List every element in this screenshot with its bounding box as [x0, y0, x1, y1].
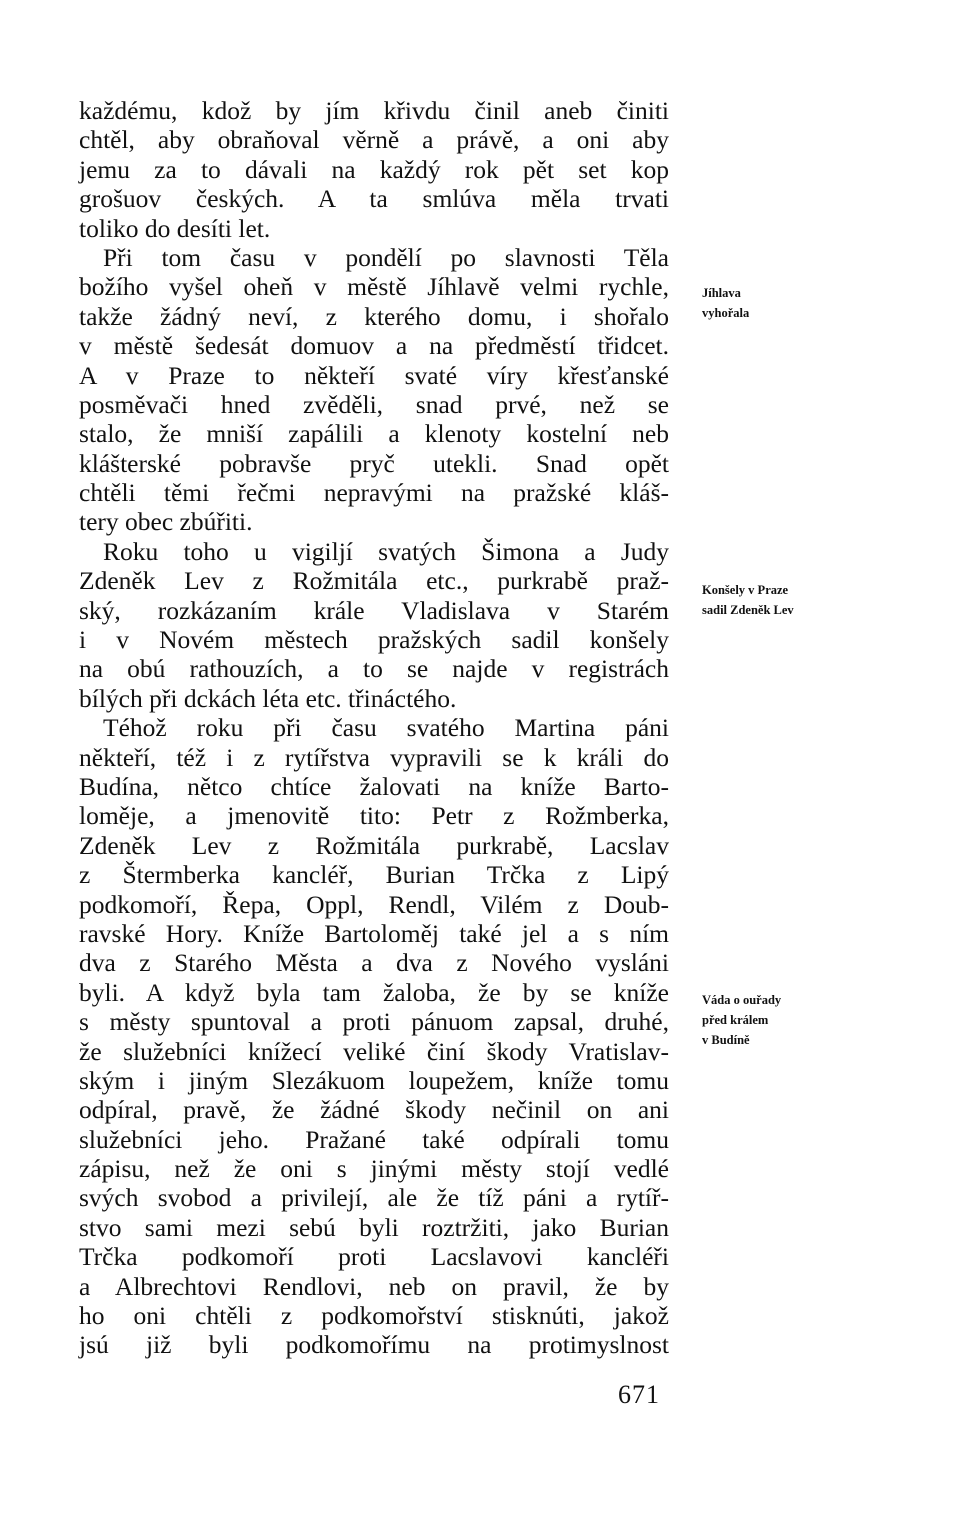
- text-line: služebníci jeho. Pražané také odpírali tomu: [79, 1124, 669, 1154]
- text-line: bílých při dckách léta etc. třináctého.: [79, 683, 457, 713]
- text-line: chtěli těmi řečmi nepravými na pražské kláš-: [79, 478, 669, 508]
- text-line: ravské Hory. Kníže Bartoloměj také jel a s ním: [79, 918, 669, 948]
- text-line: tery obec zbúřiti.: [79, 507, 253, 537]
- text-line: božího vyšel oheň v městě Jíhlavě velmi rychle,: [79, 272, 669, 302]
- text-line: stvo sami mezi sebú byli roztržiti, jako Burian: [79, 1212, 669, 1242]
- text-line: A v Praze to někteří svaté víry křesťanské: [79, 360, 669, 390]
- margin-note-line: Váda o ouřady: [702, 993, 782, 1007]
- text-line: podkomoří, Řepa, Oppl, Rendl, Vilém z Doub-: [79, 889, 669, 919]
- text-line: dva z Starého Města a dva z Nového vysláni: [79, 948, 669, 978]
- margin-note-line: v Budíně: [702, 1033, 750, 1047]
- text-line: zápisu, než že oni s jinými městy stojí vedlé: [79, 1154, 669, 1184]
- margin-note-line: Jíhlava: [702, 286, 741, 300]
- text-line: ho oni chtěli z podkomořství stisknúti, jakož: [79, 1301, 669, 1331]
- text-line: Roku toho u vigiljí svatých Šimona a Judy: [103, 536, 669, 566]
- margin-note-line: vyhořala: [702, 306, 750, 320]
- text-line: jsú již byli podkomořímu na protimyslnost: [79, 1330, 669, 1360]
- text-line: svých svobod a privilejí, ale že tíž páni a rytíř-: [79, 1183, 669, 1213]
- text-line: toliko do desíti let.: [79, 213, 271, 243]
- margin-note-konsely: [702, 580, 862, 620]
- body-text: [79, 96, 669, 1360]
- text-line: Trčka podkomoří proti Lacslavovi kancléři: [79, 1242, 669, 1272]
- text-line: i v Novém městech pražských sadil konšely: [79, 625, 669, 655]
- margin-note-vada: [702, 990, 862, 1050]
- text-line: a Albrechtovi Rendlovi, neb on pravil, že by: [79, 1271, 669, 1301]
- text-line: byli. A když byla tam žaloba, že by se kníže: [79, 977, 669, 1007]
- text-line: posměvači hned zvěděli, snad prvé, než se: [79, 389, 669, 419]
- text-line: chtěl, aby obraňoval věrně a právě, a oni aby: [79, 125, 669, 155]
- margin-note-jihlava: [702, 283, 862, 323]
- page-number: 671: [618, 1380, 660, 1409]
- text-line: ským i jiným Slezákuom loupežem, kníže tomu: [79, 1065, 669, 1095]
- text-line: Zdeněk Lev z Rožmitála etc., purkrabě praž-: [79, 566, 669, 596]
- text-line: klášterské pobravše pryč utekli. Snad opět: [79, 448, 669, 478]
- margin-note-line: sadil Zdeněk Lev: [702, 603, 794, 617]
- text-line: odpíral, pravě, že žádné škody nečinil on ani: [79, 1095, 669, 1125]
- text-line: Budína, nětco chtíce žalovati na kníže Barto-: [79, 771, 669, 801]
- text-line: Při tom času v pondělí po slavnosti Těla: [103, 242, 669, 272]
- text-line: grošuov českých. A ta smlúva měla trvati: [79, 184, 669, 214]
- text-line: loměje, a jmenovitě tito: Petr z Rožmberka,: [79, 801, 669, 831]
- margin-note-line: Konšely v Praze: [702, 583, 789, 597]
- text-line: takže žádný neví, z kterého domu, i shořalo: [79, 301, 669, 331]
- text-line: jemu za to dávali na každý rok pět set kop: [79, 154, 669, 184]
- text-line: v městě šedesát domuov a na předměstí třidcet.: [79, 331, 669, 361]
- text-line: s městy spuntoval a proti pánuom zapsal, druhé,: [79, 1007, 669, 1037]
- text-line: někteří, též i z rytířstva vypravili se k králi do: [79, 742, 669, 772]
- text-line: ský, rozkázaním krále Vladislava v Starém: [79, 595, 669, 625]
- margin-note-line: před králem: [702, 1013, 769, 1027]
- text-line: z Štermberka kancléř, Burian Trčka z Lipý: [79, 860, 669, 890]
- text-line: na obú rathouzích, a to se najde v registrách: [79, 654, 669, 684]
- text-line: že služebníci knížecí veliké činí škody Vratislav-: [79, 1036, 669, 1066]
- text-line: Téhož roku při času svatého Martina páni: [103, 713, 669, 743]
- text-line: Zdeněk Lev z Rožmitála purkrabě, Lacslav: [79, 830, 669, 860]
- text-line: každému, kdož by jím křivdu činil aneb činiti: [79, 96, 669, 125]
- text-line: stalo, že mniší zapálili a klenoty kostelní neb: [79, 419, 669, 449]
